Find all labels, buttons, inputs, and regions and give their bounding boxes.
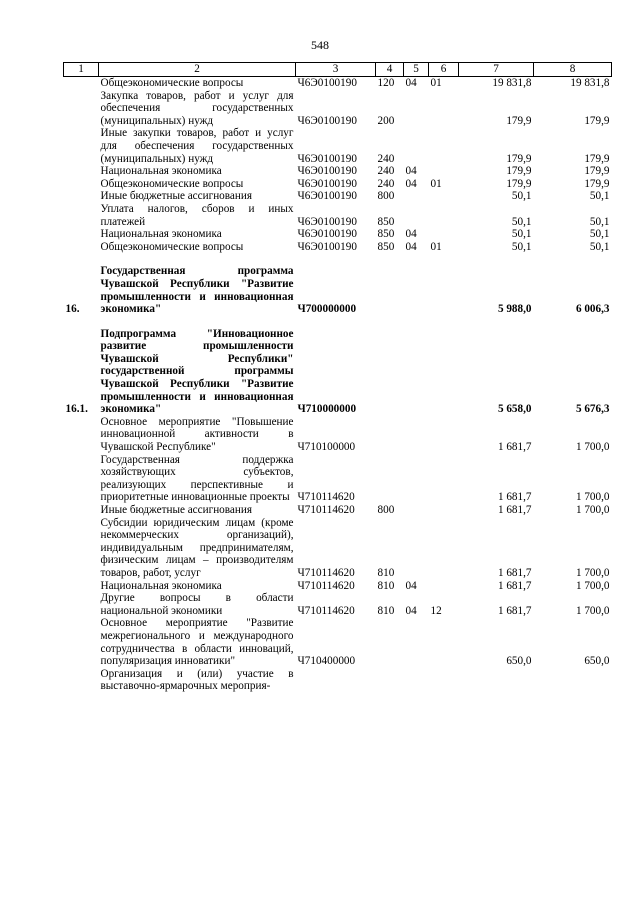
- header-col-5: 5: [404, 63, 429, 77]
- row-name: Национальная экономика: [100, 228, 222, 241]
- amount-year-1: 1 681,7: [497, 579, 532, 592]
- target-code: Ч6Э0100190: [297, 190, 357, 203]
- subsection: 01: [430, 240, 442, 253]
- row-name: Субсидии юридическим лицам (кроме некоммерческих организаций), индивидуальным предпринимателям, физическим лицам – производителям товаров, работ, услуг: [100, 516, 294, 579]
- amount-year-1: 50,1: [511, 240, 532, 253]
- expense-type: 850: [377, 215, 395, 228]
- row-name: Общеэкономические вопросы: [100, 77, 244, 89]
- amount-year-1: 5 988,0: [497, 303, 532, 316]
- row-name: Организация и (или) участие в выставочно-ярмарочных мероприя-: [100, 667, 294, 693]
- amount-year-1: 50,1: [511, 215, 532, 228]
- table-row: [64, 165, 612, 178]
- subsection: [429, 668, 459, 693]
- amount-year-2: 50,1: [589, 240, 610, 253]
- subsection: [429, 617, 459, 667]
- row-number: [64, 241, 99, 254]
- target-code: Ч710400000: [297, 655, 356, 668]
- row-number: 16.: [65, 303, 80, 316]
- row-number: [64, 165, 99, 178]
- row-number: [64, 517, 99, 580]
- spacer-row: [64, 316, 612, 328]
- subsection: [429, 580, 459, 593]
- section: [404, 265, 429, 315]
- amount-year-2: 19 831,8: [570, 77, 610, 89]
- amount-year-2: 1 700,0: [575, 491, 610, 504]
- header-col-6: 6: [429, 63, 459, 77]
- amount-year-1: 5 658,0: [497, 403, 532, 416]
- row-number: [64, 592, 99, 617]
- header-col-1: 1: [64, 63, 99, 77]
- row-name: Государственная поддержка хозяйствующих субъектов, реализующих перспективные и приоритетные инновационные проекты: [100, 453, 294, 504]
- expense-type: 810: [377, 566, 395, 579]
- expense-type: 800: [377, 504, 395, 516]
- target-code: Ч6Э0100190: [297, 152, 357, 165]
- target-code: Ч6Э0100190: [297, 177, 357, 190]
- table-row: [64, 454, 612, 504]
- target-code: [296, 668, 376, 693]
- target-code: Ч700000000: [297, 303, 357, 316]
- amount-year-1: 50,1: [511, 190, 532, 203]
- row-name: Закупка товаров, работ и услуг для обеспечения государственных (муниципальных) нужд: [100, 89, 294, 127]
- subsection: [429, 90, 459, 128]
- table-row: [64, 241, 612, 254]
- amount-year-1: 1 681,7: [497, 566, 532, 579]
- target-code: Ч710114620: [297, 566, 355, 579]
- header-col-8: 8: [534, 63, 612, 77]
- section: [404, 90, 429, 128]
- section: [404, 504, 429, 517]
- amount-year-2: 1 700,0: [575, 504, 610, 516]
- section: [404, 454, 429, 504]
- amount-year-1: 1 681,7: [497, 441, 532, 454]
- table-row: [64, 178, 612, 191]
- row-number: [64, 504, 99, 517]
- table-body: [64, 77, 612, 693]
- table-row: [64, 77, 612, 90]
- header-col-4: 4: [376, 63, 404, 77]
- target-code: Ч6Э0100190: [297, 215, 357, 228]
- amount-year-1: 179,9: [506, 114, 532, 127]
- subsection: [429, 328, 459, 416]
- row-number: [64, 580, 99, 593]
- expense-type: [376, 416, 404, 454]
- subsection: [429, 416, 459, 454]
- amount-year-2: 50,1: [589, 190, 610, 203]
- section: 04: [405, 604, 417, 617]
- spacer-row: [64, 253, 612, 265]
- table-row: [64, 592, 612, 617]
- amount-year-2: 6 006,3: [575, 303, 610, 316]
- expense-type: [376, 328, 404, 416]
- amount-year-2: 650,0: [584, 655, 610, 668]
- amount-year-1: [459, 668, 534, 693]
- table-row: [64, 203, 612, 228]
- row-name: Подпрограмма "Инновационное развитие промышленности Чувашской Республики" государственной программы Чувашской Республики "Развитие промышленности и инновационная экономика": [100, 327, 294, 416]
- expense-type: [376, 668, 404, 693]
- subsection: [429, 203, 459, 228]
- section: [404, 203, 429, 228]
- subsection: [429, 454, 459, 504]
- subsection: [429, 165, 459, 178]
- row-name: Основное мероприятие "Повышение инновационной активности в Чувашской Республике": [100, 415, 294, 454]
- row-number: 16.1.: [65, 403, 88, 416]
- subsection: [429, 228, 459, 241]
- target-code: Ч710100000: [297, 441, 356, 454]
- expense-type: 810: [377, 579, 395, 592]
- row-number: [64, 228, 99, 241]
- table-row: [64, 668, 612, 693]
- table-row: [64, 617, 612, 667]
- amount-year-2: 1 700,0: [575, 604, 610, 617]
- subsection: 12: [430, 604, 442, 617]
- row-name: Общеэкономические вопросы: [100, 240, 244, 253]
- expense-type: 200: [377, 114, 395, 127]
- expense-type: 240: [377, 152, 395, 165]
- amount-year-2: 179,9: [584, 114, 610, 127]
- section: [404, 190, 429, 203]
- target-code: Ч710114620: [297, 579, 355, 592]
- row-number: [64, 454, 99, 504]
- amount-year-2: [534, 668, 612, 693]
- expense-type: 120: [377, 77, 395, 89]
- header-col-2: 2: [99, 63, 296, 77]
- amount-year-1: 650,0: [506, 655, 532, 668]
- header-row: [64, 63, 612, 77]
- row-name: Национальная экономика: [100, 579, 222, 592]
- row-name: Иные бюджетные ассигнования: [100, 190, 252, 203]
- target-code: Ч710000000: [297, 403, 357, 416]
- table-row: [64, 517, 612, 580]
- spacer-cell: [64, 253, 612, 265]
- amount-year-2: 1 700,0: [575, 441, 610, 454]
- row-number: [64, 90, 99, 128]
- header-col-7: 7: [459, 63, 534, 77]
- table-row: [64, 265, 612, 315]
- subsection: 01: [430, 77, 442, 89]
- section: [404, 127, 429, 165]
- target-code: Ч6Э0100190: [297, 114, 357, 127]
- budget-table: [63, 62, 612, 693]
- page-number: 548: [311, 38, 329, 52]
- table-row: [64, 228, 612, 241]
- row-name: Национальная экономика: [100, 165, 222, 178]
- row-number: [64, 203, 99, 228]
- expense-type: [376, 265, 404, 315]
- amount-year-1: 1 681,7: [497, 604, 532, 617]
- row-name: Государственная программа Чувашской Республики "Развитие промышленности и инновационная экономика": [100, 265, 294, 316]
- amount-year-1: 1 681,7: [497, 504, 532, 516]
- spacer-cell: [64, 316, 612, 328]
- expense-type: 240: [377, 165, 395, 178]
- expense-type: 850: [377, 240, 395, 253]
- row-name: Основное мероприятие "Развитие межрегионального и международного сотрудничества в области инноваций, популяризация инноватики": [100, 617, 294, 668]
- row-number: [64, 127, 99, 165]
- table-row: [64, 504, 612, 517]
- amount-year-1: 179,9: [506, 165, 532, 178]
- row-name: Иные бюджетные ассигнования: [100, 504, 252, 516]
- target-code: Ч710114620: [297, 491, 355, 504]
- row-name: Иные закупки товаров, работ и услуг для обеспечения государственных (муниципальных) нужд: [100, 127, 294, 165]
- expense-type: 240: [377, 177, 395, 190]
- subsection: [429, 190, 459, 203]
- amount-year-2: 179,9: [584, 177, 610, 190]
- section: [404, 416, 429, 454]
- subsection: 01: [430, 177, 442, 190]
- row-name: Уплата налогов, сборов и иных платежей: [100, 202, 294, 228]
- table-row: [64, 328, 612, 416]
- expense-type: 810: [377, 604, 395, 617]
- subsection: [429, 504, 459, 517]
- row-number: [64, 617, 99, 667]
- amount-year-1: 19 831,8: [492, 77, 532, 89]
- subsection: [429, 517, 459, 580]
- amount-year-1: 1 681,7: [497, 491, 532, 504]
- section: 04: [405, 165, 417, 178]
- row-name: Общеэкономические вопросы: [100, 177, 244, 190]
- amount-year-2: 5 676,3: [575, 403, 610, 416]
- table-row: [64, 580, 612, 593]
- amount-year-2: 50,1: [589, 215, 610, 228]
- section: [404, 328, 429, 416]
- expense-type: [376, 454, 404, 504]
- table-row: [64, 190, 612, 203]
- section: 04: [405, 240, 417, 253]
- header-col-3: 3: [296, 63, 376, 77]
- expense-type: [376, 617, 404, 667]
- amount-year-2: 1 700,0: [575, 579, 610, 592]
- section: 04: [405, 177, 417, 190]
- amount-year-2: 179,9: [584, 165, 610, 178]
- section: 04: [405, 228, 417, 241]
- target-code: Ч6Э0100190: [297, 240, 357, 253]
- section: [404, 517, 429, 580]
- amount-year-1: 179,9: [506, 177, 532, 190]
- amount-year-1: 179,9: [506, 152, 532, 165]
- row-number: [64, 178, 99, 191]
- target-code: Ч6Э0100190: [297, 228, 357, 241]
- amount-year-1: 50,1: [511, 228, 532, 241]
- subsection: [429, 127, 459, 165]
- row-number: [64, 190, 99, 203]
- target-code: Ч710114620: [297, 504, 355, 516]
- expense-type: 850: [377, 228, 395, 241]
- target-code: Ч6Э0100190: [297, 77, 357, 89]
- amount-year-2: 50,1: [589, 228, 610, 241]
- row-number: [64, 668, 99, 693]
- target-code: Ч710114620: [297, 604, 355, 617]
- subsection: [429, 265, 459, 315]
- section: [404, 668, 429, 693]
- target-code: Ч6Э0100190: [297, 165, 357, 178]
- section: 04: [405, 579, 417, 592]
- table-row: [64, 416, 612, 454]
- amount-year-2: 179,9: [584, 152, 610, 165]
- row-number: [64, 77, 99, 90]
- expense-type: 800: [377, 190, 395, 203]
- section: 04: [405, 77, 417, 89]
- section: [404, 617, 429, 667]
- row-number: [64, 416, 99, 454]
- amount-year-2: 1 700,0: [575, 566, 610, 579]
- table-row: [64, 90, 612, 128]
- row-name: Другие вопросы в области национальной экономики: [100, 592, 294, 617]
- table-row: [64, 127, 612, 165]
